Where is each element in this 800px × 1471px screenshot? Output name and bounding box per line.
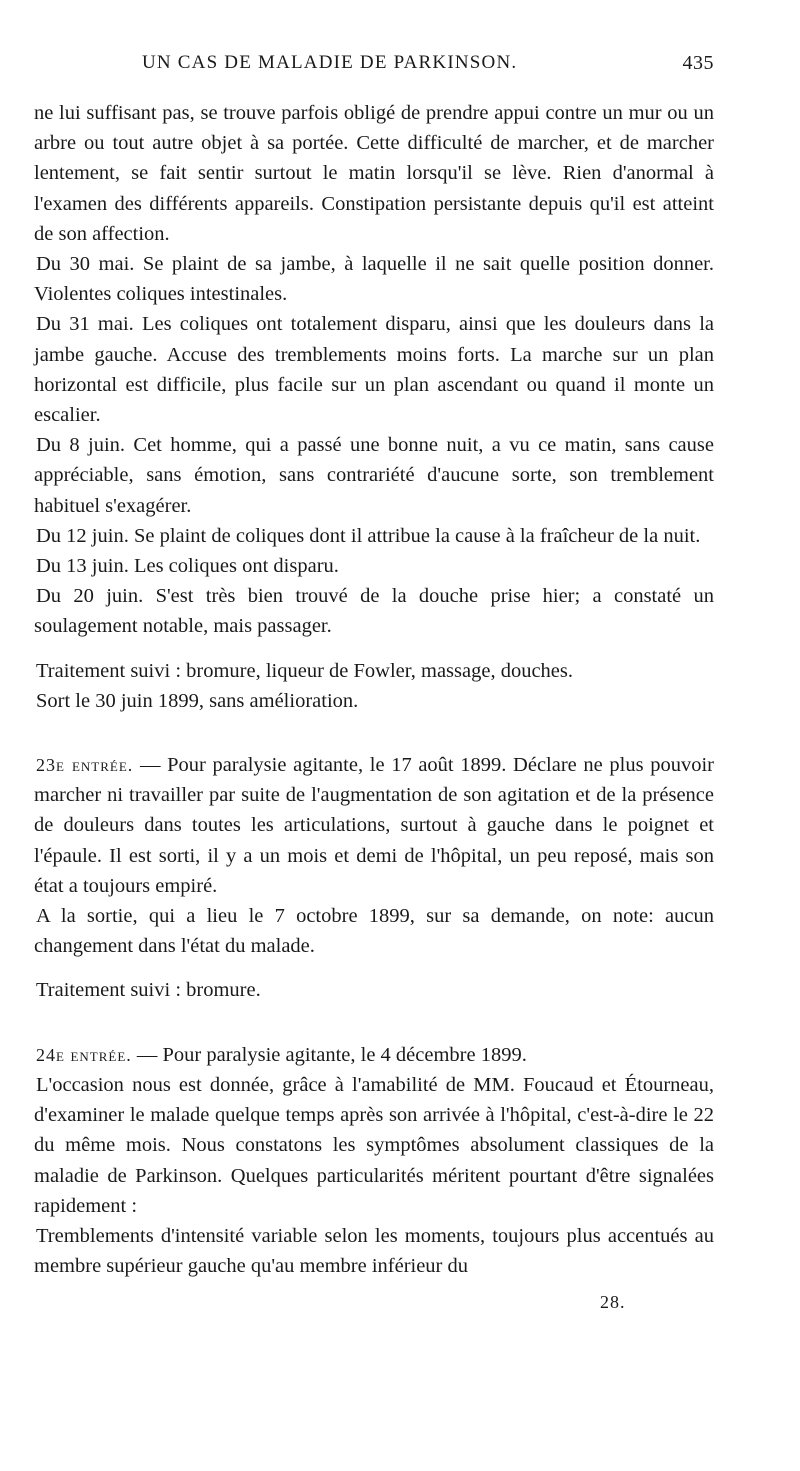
entry-24-label: 24e entrée. — [36, 1044, 132, 1065]
paragraph-31-mai: Du 31 mai. Les coliques ont totalement disparu, ainsi que les douleurs dans la jambe gauche. Accuse des tremblements moins forts. La marche sur un plan horizontal est difficile, plus facile sur un plan ascendant ou quand il monte un escalier. — [34, 313, 714, 427]
entry-24-tremblements: Tremblements d'intensité variable selon les moments, toujours plus accentués au membre supérieur gauche qu'au membre inférieur du — [34, 1224, 714, 1278]
signature-mark: 28. — [600, 1292, 626, 1312]
paragraph-continuation: ne lui suffisant pas, se trouve parfois obligé de prendre appui contre un mur ou un arbre ou tout autre objet à sa portée. Cette difficulté de marcher, et de marcher lentement, se fait sentir surtout le matin lorsqu'il se lève. Rien d'anormal à l'examen des différents appareils. Constipation persistante depuis qu'il est atteint de son affection. — [34, 102, 714, 245]
entry-23-exit: A la sortie, qui a lieu le 7 octobre 1899, sur sa demande, on note: aucun changement dans l'état du malade. — [34, 905, 714, 958]
page-body — [34, 98, 714, 1281]
entry-23-treatment: Traitement suivi : bromure. — [36, 979, 261, 1002]
entry-24-paragraph — [34, 1040, 714, 1070]
exit-line: Sort le 30 juin 1899, sans amélioration. — [36, 689, 359, 712]
treatment-line: Traitement suivi : bromure, liqueur de Fowler, massage, douches. — [36, 659, 574, 682]
running-head — [34, 50, 714, 80]
entry-23-paragraph — [34, 750, 714, 901]
entry-23-text: — Pour paralysie agitante, le 17 août 1899. Déclare ne plus pouvoir marcher ni travailler par suite de l'augmentation de son agitation et de la présence de douleurs dans toutes les articulations, surtout à gauche dans le poignet et l'épaule. Il est sorti, il y a un mois et demi de l'hôpital, un peu reposé, mais son état a toujours empiré. — [34, 754, 715, 897]
paragraph-12-juin: Du 12 juin. Se plaint de coliques dont il attribue la cause à la fraîcheur de la nuit. — [36, 524, 701, 547]
entry-23-label: 23e entrée. — [36, 755, 134, 776]
paragraph-30-mai: Du 30 mai. Se plaint de sa jambe, à laquelle il ne sait quelle position donner. Violentes coliques intestinales. — [34, 253, 714, 306]
paragraph-8-juin: Du 8 juin. Cet homme, qui a passé une bonne nuit, a vu ce matin, sans cause appréciable, sans émotion, sans contrariété d'aucune sorte, son tremblement habituel s'exagérer. — [34, 434, 714, 517]
page — [34, 50, 714, 1281]
paragraph-13-juin: Du 13 juin. Les coliques ont disparu. — [36, 555, 339, 578]
page-number: 435 — [682, 52, 714, 74]
entry-24-text: — Pour paralysie agitante, le 4 décembre 1899. — [131, 1043, 527, 1066]
entry-24-observation: L'occasion nous est donnée, grâce à l'amabilité de MM. Foucaud et Étourneau, d'examiner le malade quelque temps après son arrivée à l'hôpital, c'est-à-dire le 22 du même mois. Nous constatons les symptômes absolument classiques de la maladie de Parkinson. Quelques particularités méritent pourtant d'être signalées rapidement : — [34, 1073, 714, 1217]
paragraph-20-juin: Du 20 juin. S'est très bien trouvé de la douche prise hier; a constaté un soulagement notable, mais passager. — [34, 585, 714, 638]
running-title: UN CAS DE MALADIE DE PARKINSON. — [142, 52, 518, 73]
